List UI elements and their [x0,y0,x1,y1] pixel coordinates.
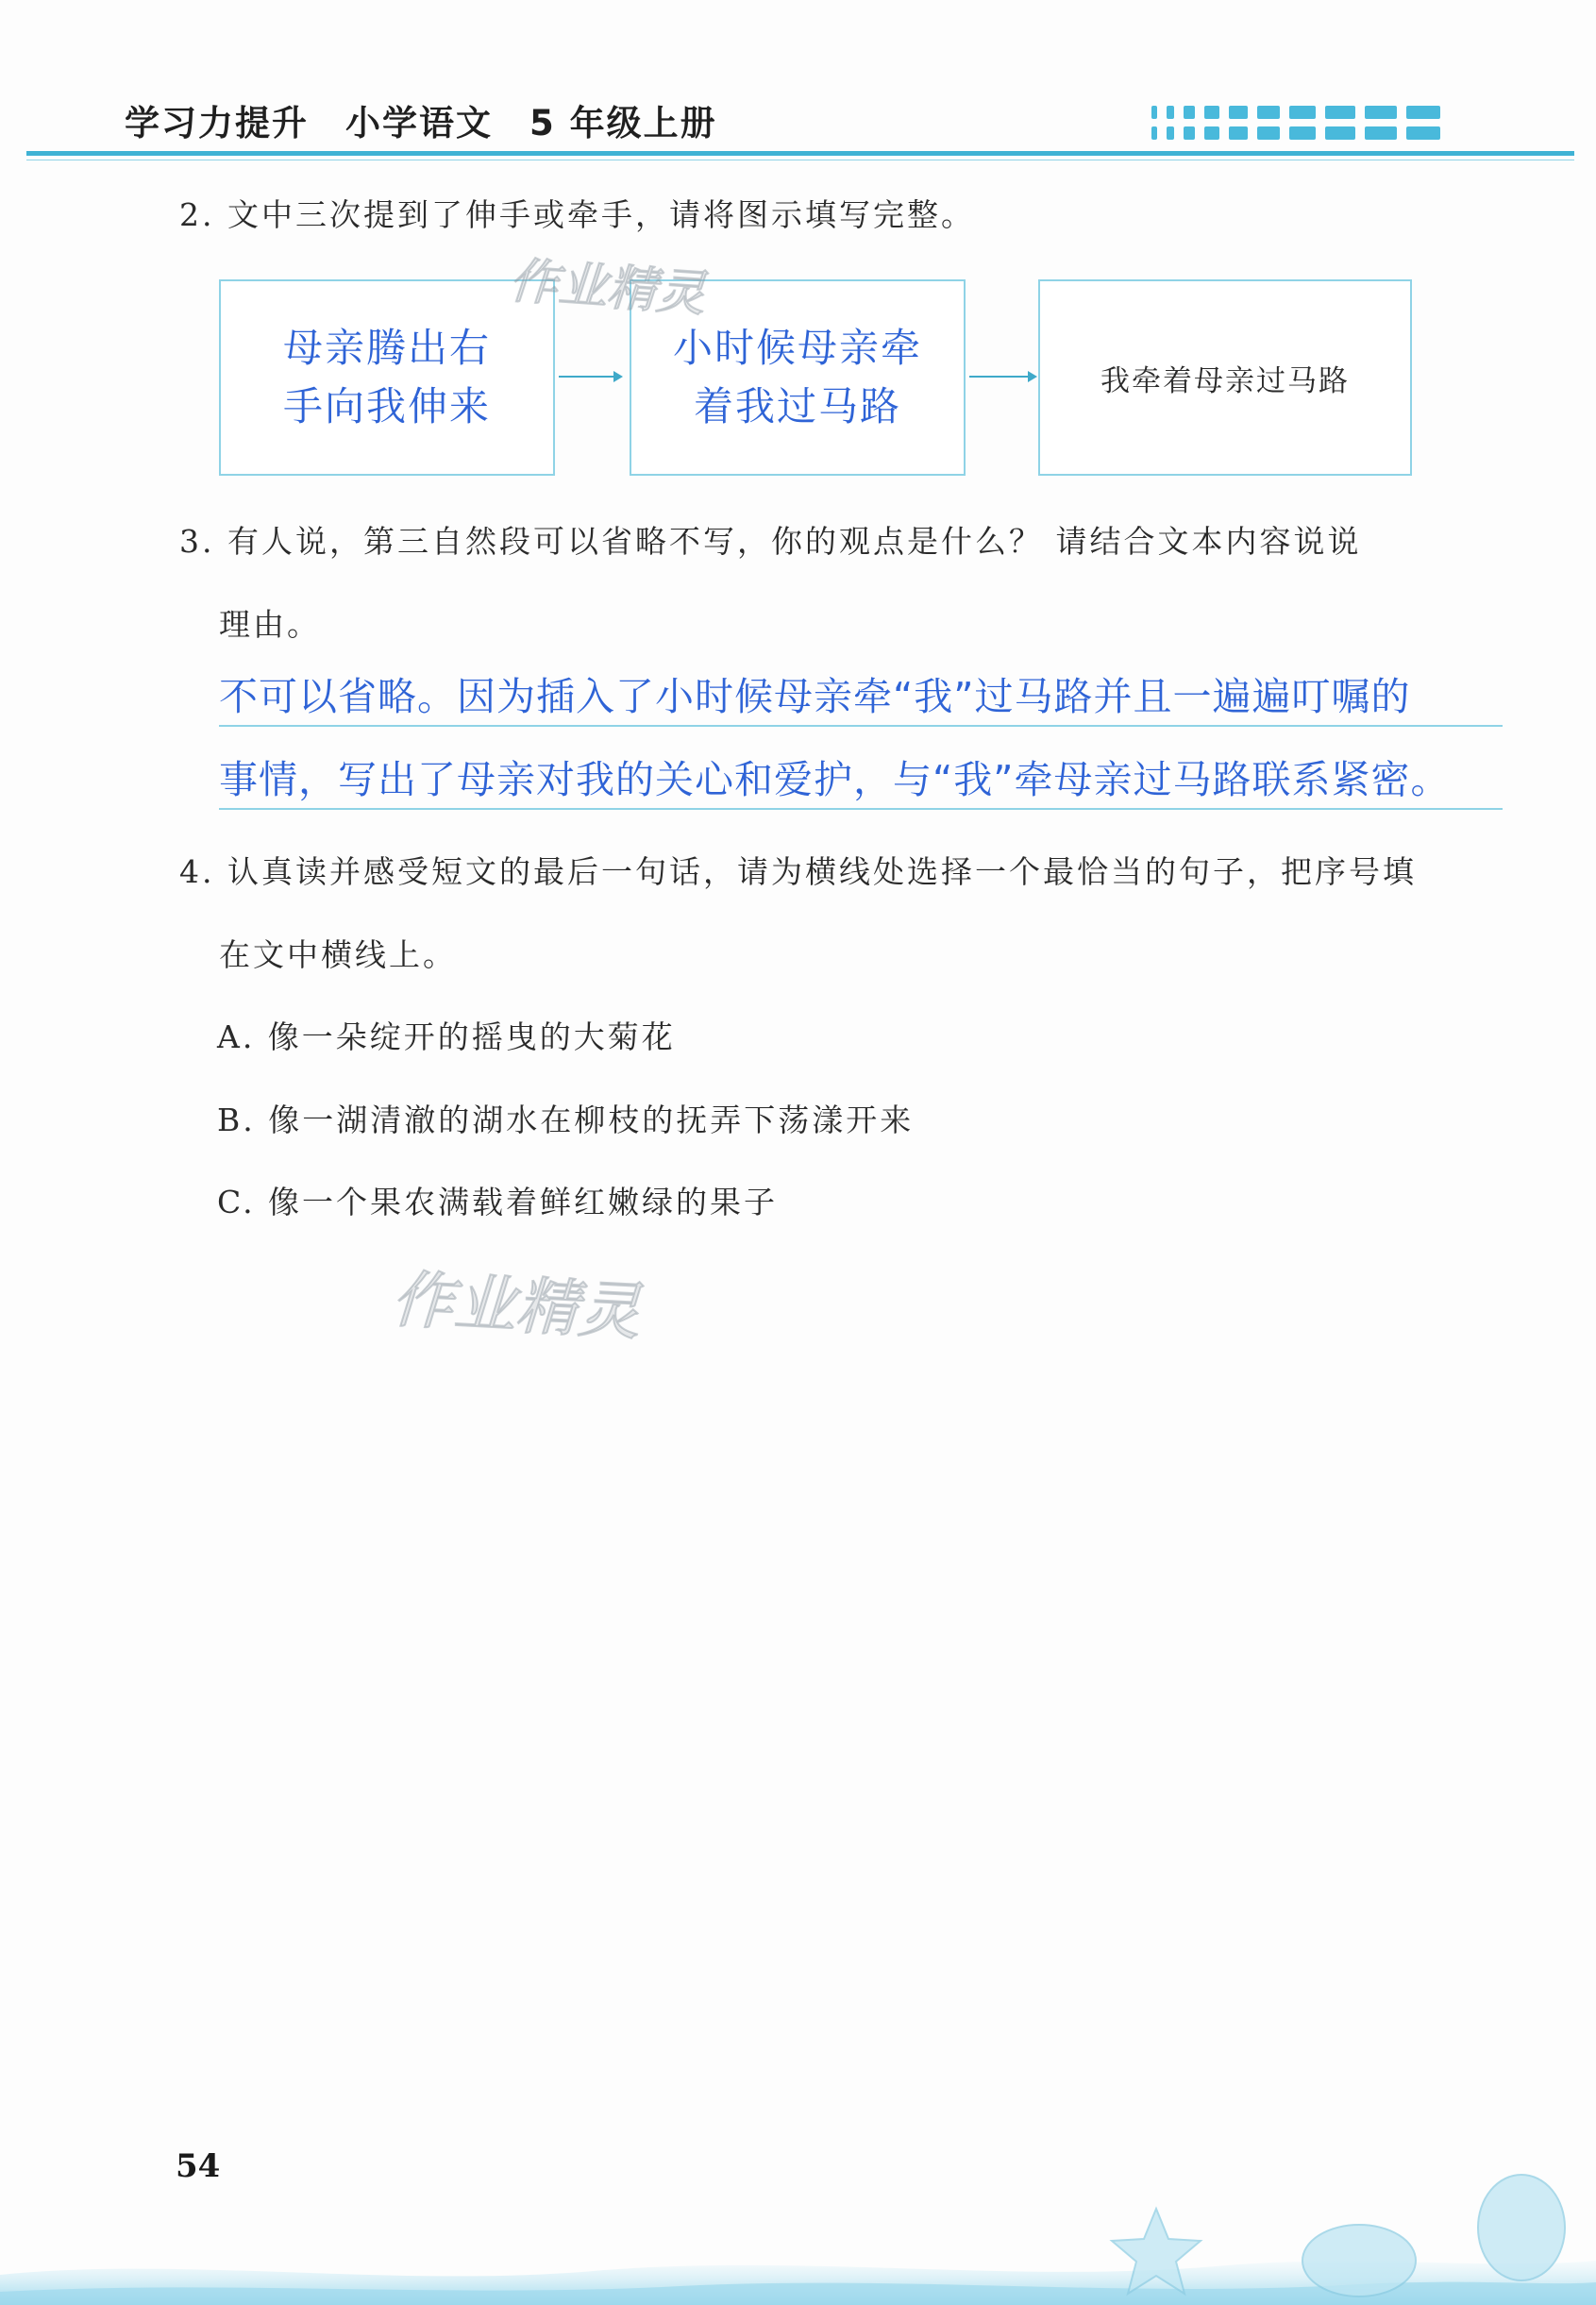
q4-prompt-line2: 在文中横线上。 [219,936,457,973]
q4-option-a: A. 像一朵绽开的摇曳的大菊花 [217,1018,676,1055]
header-rule [26,151,1574,156]
flow-box-3 [1038,279,1412,476]
flow-box-2-line2: 着我过马路 [693,383,901,429]
flow-arrow-1 [559,376,615,378]
q4-prompt-line1: 4. 认真读并感受短文的最后一句话，请为横线处选择一个最恰当的句子，把序号填 [179,853,1417,890]
watermark-middle: 作业精灵 [389,1263,643,1349]
q2-prompt: 2. 文中三次提到了伸手或牵手，请将图示填写完整。 [179,196,975,233]
header-decoration [1151,96,1576,153]
q4-option-b: B. 像一湖清澈的湖水在柳枝的抚弄下荡漾开来 [217,1102,915,1138]
flow-box-2-line1: 小时候母亲牵 [672,325,922,371]
watermark-top: 作业精灵 [507,252,708,324]
page-number: 54 [176,2147,221,2185]
flow-arrow-2 [969,376,1030,378]
q3-prompt-line1: 3. 有人说，第三自然段可以省略不写，你的观点是什么？ 请结合文本内容说说 [179,523,1362,560]
q3-prompt-line2: 理由。 [219,606,321,643]
flow-box-1-line2: 手向我伸来 [282,383,491,429]
flow-box-3-text: 我牵着母亲过马路 [1100,363,1350,398]
flow-box-1 [219,279,555,476]
q4-option-c: C. 像一个果农满载着鲜红嫩绿的果子 [217,1184,779,1220]
q3-answer-line2: 事情，写出了母亲对我的关心和爱护，与“我”牵母亲过马路联系紧密。 [219,751,1503,810]
footer-decoration [0,2171,1596,2305]
flow-box-1-line1: 母亲腾出右 [282,325,491,371]
header-title: 学习力提升 小学语文 5 年级上册 [125,103,717,143]
q3-answer-line1: 不可以省略。因为插入了小时候母亲牵“我”过马路并且一遍遍叮嘱的 [219,668,1503,727]
